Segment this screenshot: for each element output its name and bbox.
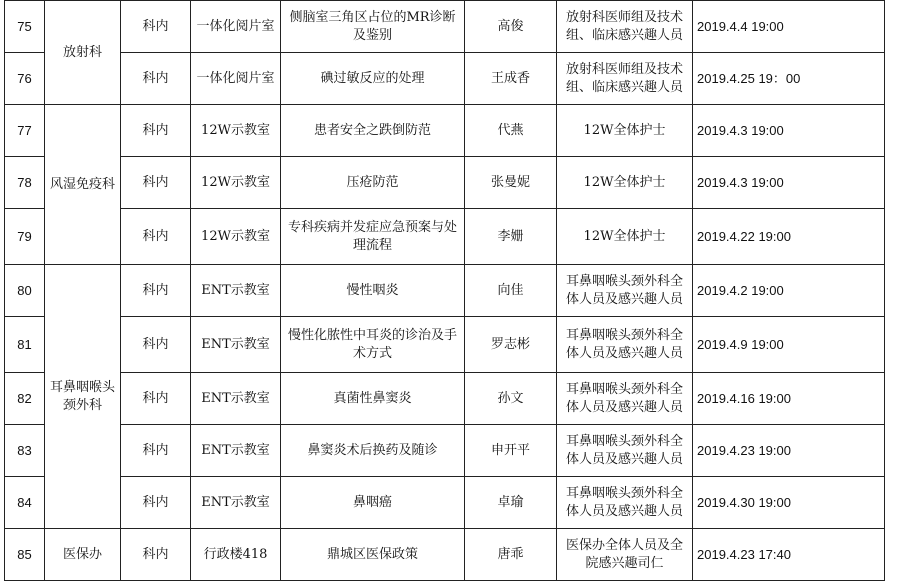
table-row	[5, 477, 885, 529]
speaker-cell: 孙文	[465, 373, 557, 425]
type-cell: 科内	[121, 209, 191, 265]
place-cell: ENT示教室	[191, 317, 281, 373]
audience-cell: 耳鼻咽喉头颈外科全体人员及感兴趣人员	[557, 373, 693, 425]
audience-cell: 12W全体护士	[557, 157, 693, 209]
audience-cell: 耳鼻咽喉头颈外科全体人员及感兴趣人员	[557, 317, 693, 373]
speaker-cell: 高俊	[465, 1, 557, 53]
place-cell: 一体化阅片室	[191, 53, 281, 105]
type-cell: 科内	[121, 425, 191, 477]
audience-cell: 放射科医师组及技术组、临床感兴趣人员	[557, 53, 693, 105]
row-number: 76	[5, 53, 45, 105]
row-number: 83	[5, 425, 45, 477]
type-cell: 科内	[121, 1, 191, 53]
topic-cell: 压疮防范	[281, 157, 465, 209]
table-row	[5, 529, 885, 581]
speaker-cell: 李姗	[465, 209, 557, 265]
type-cell: 科内	[121, 157, 191, 209]
table-row	[5, 157, 885, 209]
place-cell: ENT示教室	[191, 265, 281, 317]
time-cell: 2019.4.30 19:00	[693, 477, 885, 529]
type-cell: 科内	[121, 265, 191, 317]
time-cell: 2019.4.22 19:00	[693, 209, 885, 265]
speaker-cell: 卓瑜	[465, 477, 557, 529]
table-row	[5, 53, 885, 105]
time-cell: 2019.4.25 19：00	[693, 53, 885, 105]
audience-cell: 耳鼻咽喉头颈外科全体人员及感兴趣人员	[557, 265, 693, 317]
table-row	[5, 317, 885, 373]
topic-cell: 鼎城区医保政策	[281, 529, 465, 581]
topic-cell: 鼻咽癌	[281, 477, 465, 529]
row-number: 82	[5, 373, 45, 425]
table-row	[5, 373, 885, 425]
department-cell: 医保办	[45, 529, 121, 581]
speaker-cell: 罗志彬	[465, 317, 557, 373]
table-row	[5, 265, 885, 317]
table-row	[5, 209, 885, 265]
speaker-cell: 申开平	[465, 425, 557, 477]
time-cell: 2019.4.23 17:40	[693, 529, 885, 581]
audience-cell: 放射科医师组及技术组、临床感兴趣人员	[557, 1, 693, 53]
table-row	[5, 1, 885, 53]
time-cell: 2019.4.4 19:00	[693, 1, 885, 53]
time-cell: 2019.4.16 19:00	[693, 373, 885, 425]
type-cell: 科内	[121, 373, 191, 425]
place-cell: ENT示教室	[191, 425, 281, 477]
topic-cell: 患者安全之跌倒防范	[281, 105, 465, 157]
topic-cell: 鼻窦炎术后换药及随诊	[281, 425, 465, 477]
row-number: 79	[5, 209, 45, 265]
department-cell: 风湿免疫科	[45, 105, 121, 265]
topic-cell: 真菌性鼻窦炎	[281, 373, 465, 425]
time-cell: 2019.4.3 19:00	[693, 105, 885, 157]
time-cell: 2019.4.9 19:00	[693, 317, 885, 373]
row-number: 84	[5, 477, 45, 529]
topic-cell: 慢性咽炎	[281, 265, 465, 317]
place-cell: 12W示教室	[191, 105, 281, 157]
place-cell: ENT示教室	[191, 477, 281, 529]
place-cell: 行政楼418	[191, 529, 281, 581]
place-cell: ENT示教室	[191, 373, 281, 425]
audience-cell: 12W全体护士	[557, 105, 693, 157]
type-cell: 科内	[121, 53, 191, 105]
lecture-schedule-table	[4, 0, 885, 581]
speaker-cell: 代燕	[465, 105, 557, 157]
row-number: 75	[5, 1, 45, 53]
audience-cell: 12W全体护士	[557, 209, 693, 265]
place-cell: 12W示教室	[191, 157, 281, 209]
type-cell: 科内	[121, 105, 191, 157]
audience-cell: 耳鼻咽喉头颈外科全体人员及感兴趣人员	[557, 425, 693, 477]
type-cell: 科内	[121, 317, 191, 373]
time-cell: 2019.4.23 19:00	[693, 425, 885, 477]
time-cell: 2019.4.3 19:00	[693, 157, 885, 209]
department-cell: 耳鼻咽喉头颈外科	[45, 265, 121, 529]
topic-cell: 慢性化脓性中耳炎的诊治及手术方式	[281, 317, 465, 373]
row-number: 85	[5, 529, 45, 581]
topic-cell: 侧脑室三角区占位的MR诊断及鉴别	[281, 1, 465, 53]
row-number: 80	[5, 265, 45, 317]
speaker-cell: 向佳	[465, 265, 557, 317]
time-cell: 2019.4.2 19:00	[693, 265, 885, 317]
type-cell: 科内	[121, 477, 191, 529]
speaker-cell: 王成香	[465, 53, 557, 105]
place-cell: 12W示教室	[191, 209, 281, 265]
audience-cell: 医保办全体人员及全院感兴趣司仁	[557, 529, 693, 581]
place-cell: 一体化阅片室	[191, 1, 281, 53]
row-number: 81	[5, 317, 45, 373]
type-cell: 科内	[121, 529, 191, 581]
topic-cell: 专科疾病并发症应急预案与处理流程	[281, 209, 465, 265]
table-row	[5, 105, 885, 157]
row-number: 78	[5, 157, 45, 209]
speaker-cell: 张曼妮	[465, 157, 557, 209]
speaker-cell: 唐乖	[465, 529, 557, 581]
table-row	[5, 425, 885, 477]
audience-cell: 耳鼻咽喉头颈外科全体人员及感兴趣人员	[557, 477, 693, 529]
topic-cell: 碘过敏反应的处理	[281, 53, 465, 105]
row-number: 77	[5, 105, 45, 157]
department-cell: 放射科	[45, 1, 121, 105]
